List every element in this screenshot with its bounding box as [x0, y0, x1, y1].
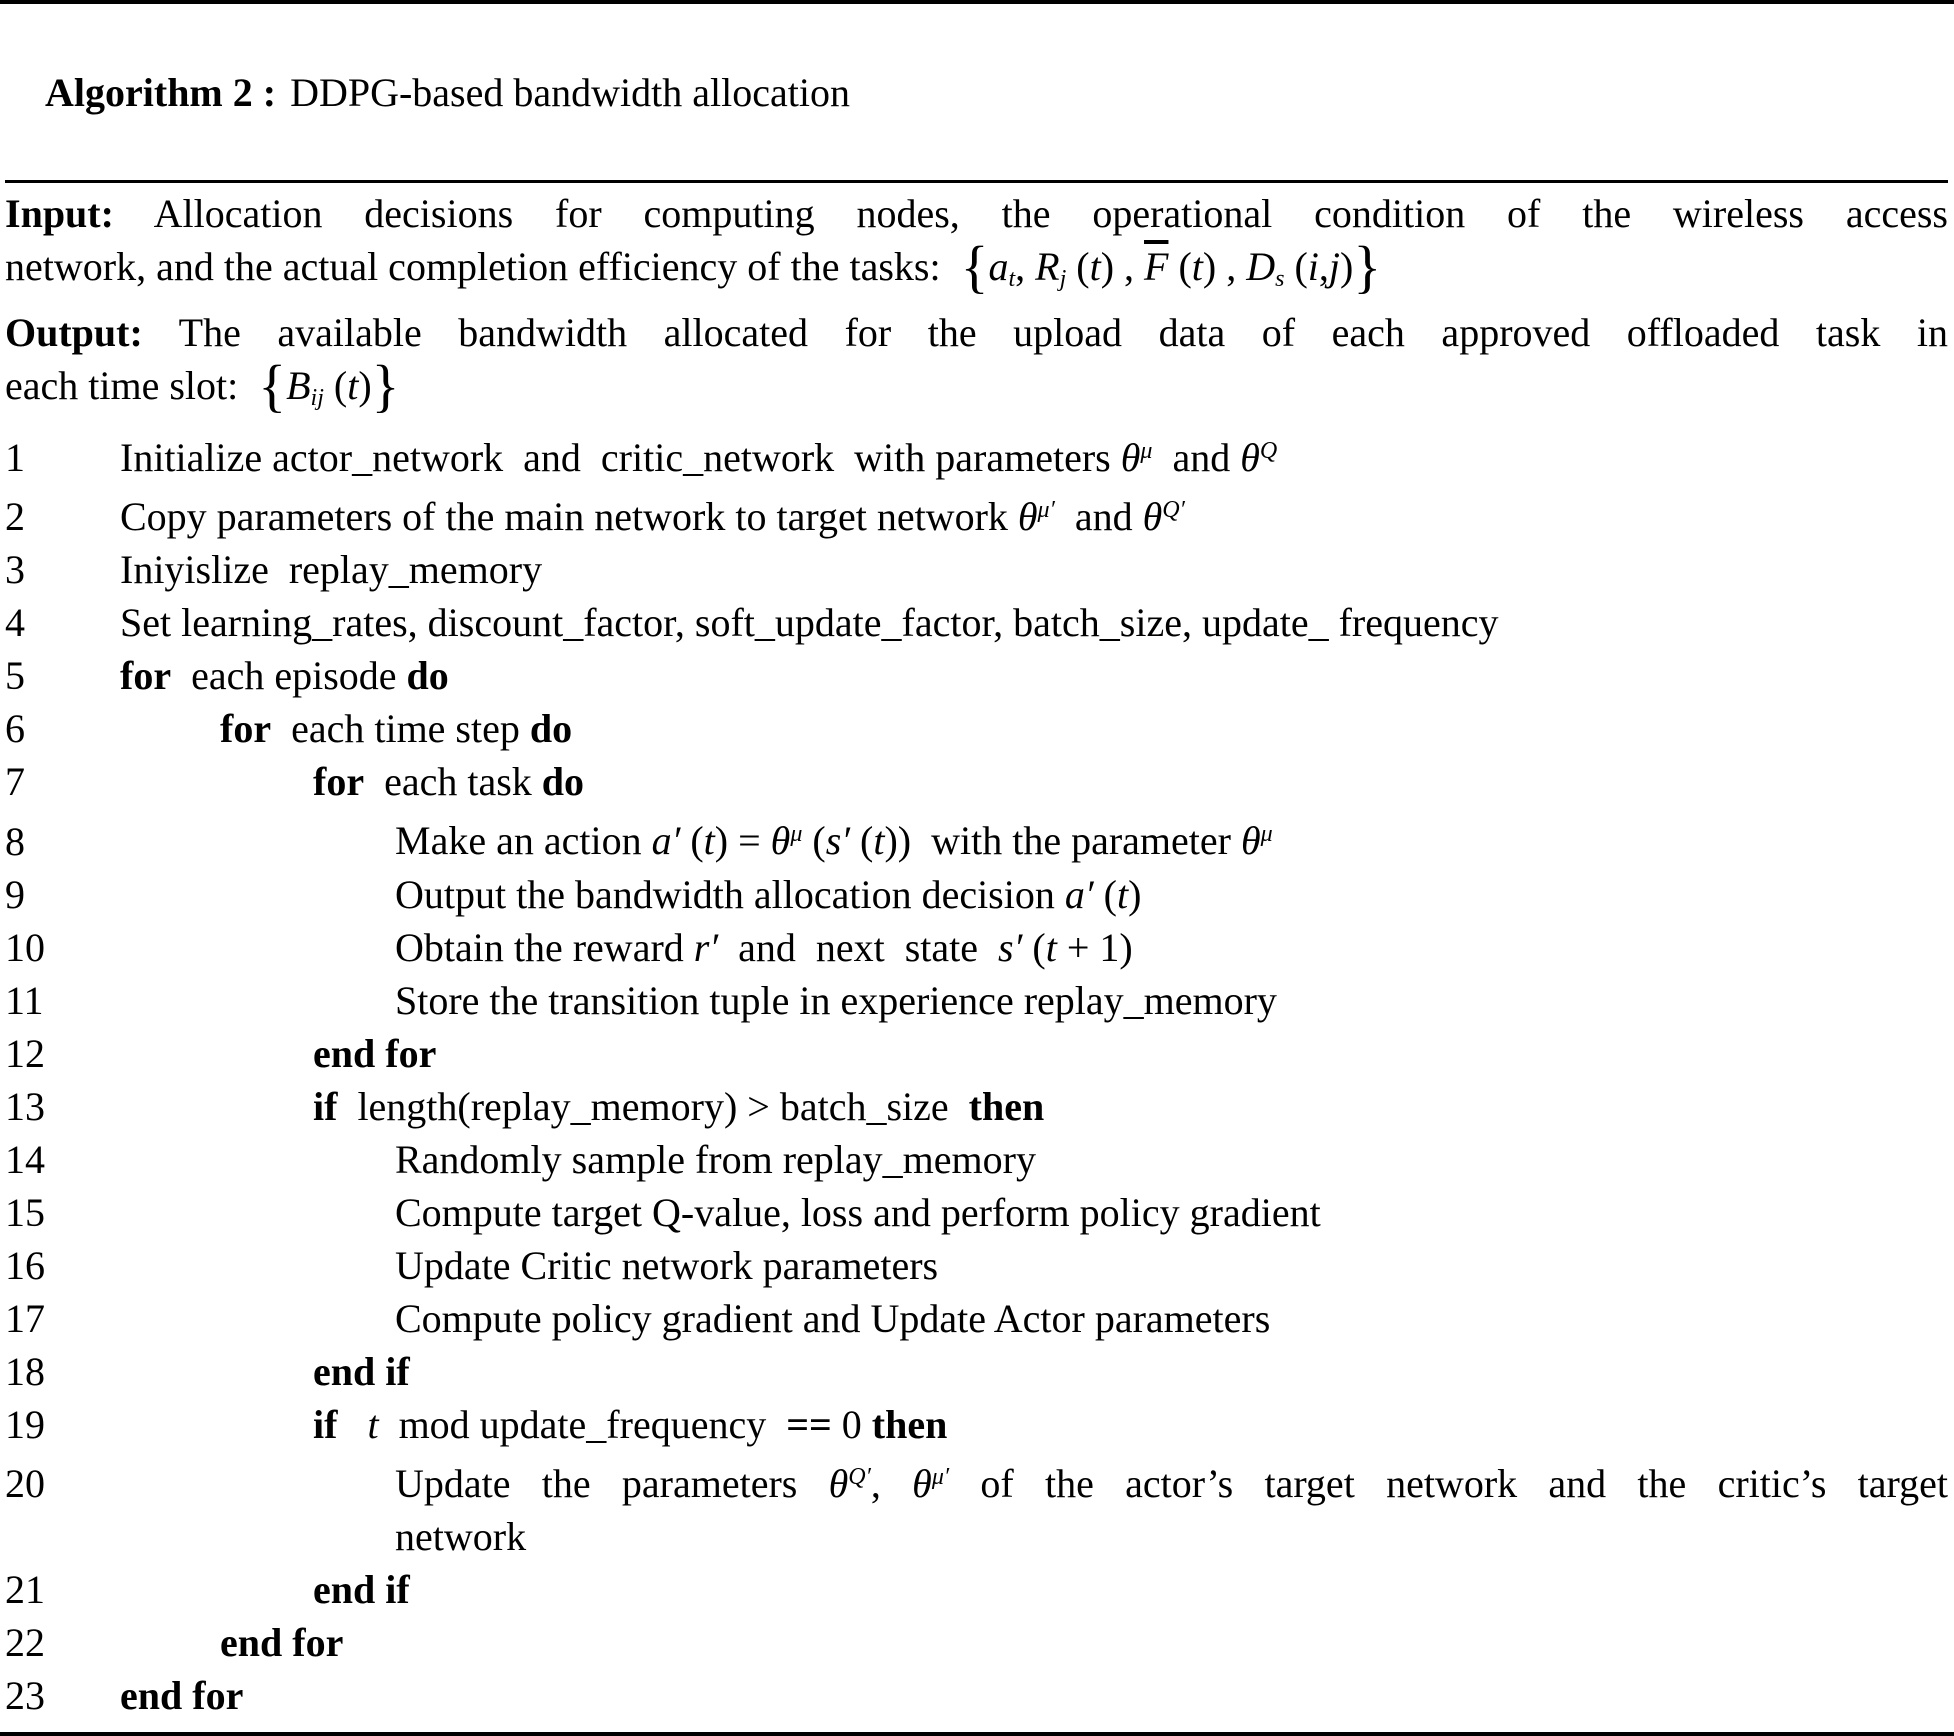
text-segment: ) = — [714, 818, 771, 864]
text-segment: θ — [1240, 435, 1260, 481]
text-segment: , — [1015, 244, 1036, 289]
keyword: do — [529, 706, 573, 752]
text-segment: } — [371, 352, 400, 418]
line-number: 4 — [5, 600, 25, 646]
algorithm-name: DDPG-based bandwidth allocation — [290, 70, 850, 115]
line-number: 19 — [5, 1401, 45, 1447]
text-segment: each episode — [171, 653, 407, 699]
text-segment: t — [873, 818, 885, 864]
line-number: 8 — [5, 818, 25, 864]
line-number: 18 — [5, 1348, 45, 1394]
text-segment: ) , — [1202, 244, 1247, 289]
text-segment: θ — [912, 1460, 932, 1506]
keyword: do — [406, 653, 449, 699]
line-number: 1 — [5, 435, 25, 481]
text-segment: + 1) — [1056, 924, 1133, 970]
keyword: if — [313, 1083, 338, 1129]
text-segment: ( — [850, 818, 874, 864]
step-text — [95, 1398, 1948, 1451]
text-segment: and — [1054, 494, 1143, 540]
step-text — [95, 1510, 1948, 1563]
text-segment: } — [1353, 233, 1382, 299]
text-segment: D — [1246, 244, 1276, 289]
text-segment: θ — [1142, 494, 1163, 540]
line-number: 14 — [5, 1136, 45, 1182]
text-segment: , — [870, 1460, 913, 1506]
line-number: 13 — [5, 1083, 45, 1129]
line-number: 16 — [5, 1242, 45, 1288]
keyword: end for — [220, 1619, 344, 1665]
text-segment: length(replay_memory) > batch_size — [337, 1083, 969, 1129]
step-text — [95, 868, 1948, 921]
text-segment: ( — [1093, 871, 1117, 917]
keyword: for — [313, 759, 365, 805]
keyword: do — [541, 759, 585, 805]
text-segment: Q′ — [1162, 497, 1185, 524]
text-segment: θ — [1240, 818, 1261, 864]
keyword: then — [871, 1401, 948, 1447]
text-segment: t — [1008, 266, 1016, 292]
text-segment: ij — [310, 385, 324, 411]
step-text — [95, 1563, 1948, 1616]
algo-step — [5, 974, 1948, 1027]
text-segment: t — [367, 1401, 379, 1447]
algo-step — [5, 1345, 1948, 1398]
step-text — [95, 649, 1948, 702]
text-segment: and next state — [718, 924, 999, 970]
line-number: 11 — [5, 977, 44, 1023]
text-segment: each task — [364, 759, 542, 805]
text-segment: ( — [1066, 244, 1090, 289]
algo-step — [5, 1027, 1948, 1080]
line-number: 22 — [5, 1619, 45, 1665]
text-segment: μ — [1140, 438, 1153, 464]
text-segment: s′ — [998, 924, 1023, 970]
text-segment: a′ — [1064, 871, 1094, 917]
text-segment: { — [258, 352, 287, 418]
line-number: 15 — [5, 1189, 45, 1235]
algo-step — [5, 921, 1948, 974]
step-text — [95, 1239, 1948, 1292]
algorithm-steps-block — [5, 425, 1948, 1722]
algo-step — [5, 1292, 1948, 1345]
text-segment: The available bandwidth allocated for the upload data of each approved offloaded task in — [142, 310, 1948, 355]
text-segment: θ — [1120, 435, 1141, 481]
text-segment: network, and the actual completion efficiency of the tasks: — [5, 244, 961, 289]
step-text — [95, 484, 1948, 543]
text-segment: θ — [828, 1460, 849, 1506]
text-segment: 0 — [831, 1401, 872, 1447]
text-segment: j — [1328, 244, 1341, 289]
io-line — [5, 187, 1948, 240]
keyword: Input: — [5, 191, 114, 236]
text-segment: θ — [770, 818, 791, 864]
algo-step — [5, 1510, 1948, 1563]
text-segment: ( — [1168, 244, 1192, 289]
algorithm-label: Algorithm 2 : — [45, 70, 277, 115]
io-line — [5, 233, 1948, 306]
text-segment: mod update_frequency — [378, 1401, 787, 1447]
step-text — [95, 921, 1948, 974]
keyword: if — [313, 1401, 338, 1447]
text-segment — [337, 1402, 367, 1447]
step-text — [95, 702, 1948, 755]
line-number: 20 — [5, 1460, 45, 1506]
text-segment: Allocation decisions for computing nodes, the operational condition of the wireless access — [113, 191, 1948, 236]
text-segment: Store the transition tuple in experience replay_memory — [395, 977, 1277, 1023]
text-segment: Output the bandwidth allocation decision — [395, 871, 1065, 917]
step-text — [95, 425, 1948, 484]
text-segment: R — [1035, 244, 1060, 289]
keyword: end for — [313, 1030, 437, 1076]
text-segment: ) — [1128, 871, 1142, 917]
algo-step — [5, 1669, 1948, 1722]
line-number: 21 — [5, 1566, 45, 1612]
text-segment: a′ — [651, 818, 681, 864]
text-segment: Iniyislize replay_memory — [120, 547, 543, 593]
text-segment: ( — [323, 363, 348, 408]
text-segment: $\overline{F}$ — [1144, 244, 1169, 289]
text-segment: ( — [1284, 244, 1308, 289]
step-text — [95, 974, 1948, 1027]
text-segment: ( — [1022, 924, 1046, 970]
text-segment: j — [1059, 266, 1067, 292]
text-segment: s′ — [825, 818, 851, 864]
text-segment: μ′ — [1037, 497, 1055, 524]
text-segment: Q — [1259, 438, 1278, 464]
algo-step — [5, 755, 1948, 808]
algo-step — [5, 649, 1948, 702]
algo-step — [5, 868, 1948, 921]
text-segment: ( — [680, 818, 704, 864]
keyword: for — [220, 706, 272, 752]
algo-step — [5, 808, 1948, 867]
line-number: 7 — [5, 759, 25, 805]
line-number: 9 — [5, 871, 25, 917]
text-segment: r′ — [693, 924, 719, 970]
algo-step — [5, 1451, 1948, 1510]
text-segment: )) with the parameter — [884, 818, 1241, 864]
algo-step — [5, 425, 1948, 484]
keyword: then — [968, 1083, 1045, 1129]
text-segment: and — [1152, 435, 1241, 481]
text-segment: Update Critic network parameters — [395, 1242, 939, 1288]
io-line — [5, 352, 1948, 425]
text-segment: each time slot: — [5, 363, 259, 408]
algo-step — [5, 1080, 1948, 1133]
step-text — [95, 596, 1948, 649]
algorithm-title — [5, 4, 1948, 183]
algo-step — [5, 1133, 1948, 1186]
text-segment: ) — [1340, 244, 1354, 289]
step-text — [95, 1669, 1948, 1722]
keyword: Output: — [5, 310, 143, 355]
text-segment: t — [1045, 924, 1057, 970]
step-text — [95, 543, 1948, 596]
text-segment: ) , — [1100, 244, 1145, 289]
line-number: 3 — [5, 547, 25, 593]
io-line — [5, 306, 1948, 359]
algo-step — [5, 1563, 1948, 1616]
step-text — [95, 1451, 1948, 1510]
text-segment: Compute policy gradient and Update Actor parameters — [395, 1295, 1271, 1341]
algo-step — [5, 543, 1948, 596]
text-segment: μ — [790, 821, 803, 848]
step-text — [95, 1186, 1948, 1239]
step-text — [95, 1027, 1948, 1080]
algo-step — [5, 484, 1948, 543]
step-text — [95, 1133, 1948, 1186]
text-segment: t — [1191, 244, 1203, 289]
text-segment: t — [1089, 244, 1101, 289]
algo-step — [5, 1398, 1948, 1451]
keyword: == — [786, 1401, 832, 1447]
text-segment: , — [1318, 244, 1329, 289]
step-text — [95, 1345, 1948, 1398]
line-number: 23 — [5, 1672, 45, 1718]
text-segment: a — [988, 244, 1009, 289]
text-segment: Copy parameters of the main network to target network — [120, 494, 1018, 540]
keyword: end for — [120, 1672, 244, 1718]
text-segment: i — [1307, 244, 1319, 289]
line-number: 2 — [5, 494, 25, 540]
text-segment: B — [286, 363, 311, 408]
line-number: 12 — [5, 1030, 45, 1076]
algo-step — [5, 1616, 1948, 1669]
text-segment: Update the parameters — [395, 1460, 829, 1506]
step-text — [95, 808, 1948, 867]
algorithm-io-block — [5, 183, 1948, 425]
step-text — [95, 755, 1948, 808]
algo-step — [5, 1239, 1948, 1292]
algo-step — [5, 596, 1948, 649]
text-segment: ( — [802, 818, 826, 864]
keyword: for — [120, 653, 172, 699]
text-segment: s — [1275, 266, 1285, 292]
line-number: 17 — [5, 1295, 45, 1341]
text-segment: t — [703, 818, 715, 864]
text-segment: θ — [1017, 494, 1038, 540]
keyword: end if — [313, 1348, 410, 1394]
text-segment: Compute target Q-value, loss and perform policy gradient — [395, 1189, 1321, 1235]
text-segment: Set learning_rates, discount_factor, soft_update_factor, batch_size, update_ frequency — [120, 600, 1499, 646]
text-segment: Make an action — [395, 818, 652, 864]
text-segment: Q′ — [848, 1463, 871, 1490]
text-segment: network — [395, 1513, 527, 1559]
line-number: 6 — [5, 706, 25, 752]
text-segment: { — [960, 233, 989, 299]
line-number: 5 — [5, 653, 25, 699]
text-segment: t — [1116, 871, 1129, 917]
text-segment: each time step — [271, 706, 530, 752]
algo-step — [5, 1186, 1948, 1239]
step-text — [95, 1616, 1948, 1669]
text-segment: μ′ — [931, 1463, 950, 1490]
step-text — [95, 1292, 1948, 1345]
text-segment: Obtain the reward — [395, 924, 694, 970]
text-segment: ) — [358, 363, 372, 408]
step-text — [95, 1080, 1948, 1133]
keyword: end if — [313, 1566, 410, 1612]
text-segment: Initialize actor_network and critic_network with parameters — [120, 435, 1121, 481]
algo-step — [5, 702, 1948, 755]
line-number: 10 — [5, 924, 45, 970]
text-segment: t — [347, 363, 359, 408]
text-segment: of the actor’s target network and the critic’s target — [949, 1460, 1949, 1506]
text-segment: μ — [1260, 821, 1273, 848]
text-segment: Randomly sample from replay_memory — [395, 1136, 1036, 1182]
